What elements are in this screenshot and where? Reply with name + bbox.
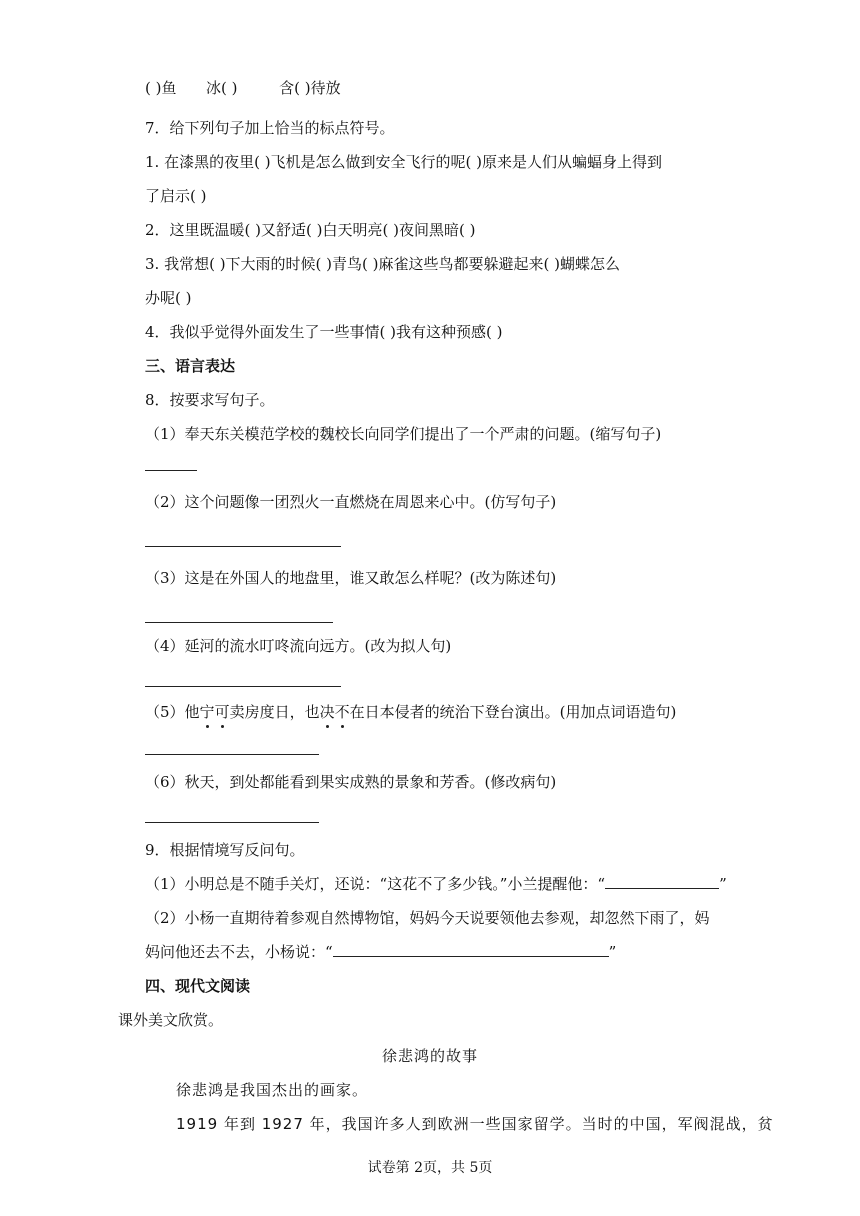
answer-line-2[interactable] [145, 546, 341, 547]
q8-title: 8．按要求写句子。 [145, 391, 275, 409]
q6-blank-row [145, 78, 341, 98]
answer-line-4[interactable] [145, 686, 341, 687]
section-heading-4: 四、现代文阅读 [145, 977, 251, 995]
reading-title: 徐悲鸿的故事 [381, 1047, 478, 1065]
answer-line-5[interactable] [145, 754, 319, 755]
page-footer: 试卷第 2页，共 5页 [367, 1160, 493, 1176]
q6-item-3: 含( )待放 [279, 79, 341, 97]
emphasis-char: 决 [319, 703, 335, 721]
q6-item-2: 冰( ) [206, 79, 238, 97]
emphasis-char: 不 [334, 703, 350, 721]
section-heading-3: 三、语言表达 [145, 357, 236, 375]
emphasis-char: 宁 [199, 703, 215, 721]
q7-title: 7．给下列句子加上恰当的标点符号。 [145, 119, 395, 137]
answer-line-3[interactable] [145, 622, 333, 623]
q8-item-3: （3）这是在外国人的地盘里，谁又敢怎么样呢？(改为陈述句) [145, 569, 557, 587]
q9-item-2b-text: 妈问他还去不去，小杨说：“ [145, 943, 333, 961]
q9-answer-blank-1[interactable] [605, 874, 719, 889]
q8-item-1: （1）奉天东关模范学校的魏校长向同学们提出了一个严肃的问题。(缩写句子) [145, 425, 662, 443]
q7-sentence-3a: 3. 我常想( )下大雨的时候( )青鸟( )麻雀这些鸟都要躲避起来( )蝴蝶怎么 [145, 255, 620, 273]
q7-sentence-4: 4．我似乎觉得外面发生了一些事情( )我有这种预感( ) [145, 323, 503, 341]
q9-item-2b [145, 942, 616, 962]
reading-intro: 课外美文欣赏。 [118, 1011, 224, 1029]
q7-sentence-1a: 1. 在漆黑的夜里( )飞机是怎么做到安全飞行的呢( )原来是人们从蝙蝠身上得到 [145, 153, 663, 171]
reading-paragraph-1: 徐悲鸿是我国杰出的画家。 [176, 1081, 369, 1099]
q8-item-2: （2）这个问题像一团烈火一直燃烧在周恩来心中。(仿写句子) [145, 493, 557, 511]
q8-item-5 [145, 702, 676, 722]
q9-title: 9．根据情境写反问句。 [145, 841, 305, 859]
q9-item-2b-close: ” [608, 943, 617, 961]
q6-item-1: ( )鱼 [145, 79, 177, 97]
reading-paragraph-2: 1919 年到 1927 年，我国许多人到欧洲一些国家留学。当时的中国，军阀混战，贫 [176, 1115, 774, 1133]
q9-item-1-close: ” [719, 875, 727, 893]
q8-item-5-pre: （5）他 [145, 703, 200, 721]
q7-sentence-2: 2．这里既温暖( )又舒适( )白天明亮( )夜间黑暗( ) [145, 221, 476, 239]
q9-item-2a: （2）小杨一直期待着参观自然博物馆，妈妈今天说要领他去参观，却忽然下雨了，妈 [145, 909, 710, 927]
q8-item-4: （4）延河的流水叮咚流向远方。(改为拟人句) [145, 637, 452, 655]
q8-item-5-post: 在日本侵者的统治下登台演出。(用加点词语造句) [349, 703, 677, 721]
answer-line-6[interactable] [145, 822, 319, 823]
q7-sentence-1b: 了启示( ) [145, 187, 207, 205]
q9-answer-blank-2[interactable] [333, 942, 609, 957]
emphasis-char: 可 [214, 703, 230, 721]
q8-item-6: （6）秋天，到处都能看到果实成熟的景象和芳香。(修改病句) [145, 773, 557, 791]
answer-line-1[interactable] [145, 470, 197, 471]
q8-item-5-mid: 卖房度日，也 [229, 703, 320, 721]
q9-item-1 [145, 874, 727, 894]
q9-item-1-text: （1）小明总是不随手关灯，还说：“这花不了多少钱。”小兰提醒他：“ [145, 875, 606, 893]
q7-sentence-3b: 办呢( ) [145, 289, 192, 307]
